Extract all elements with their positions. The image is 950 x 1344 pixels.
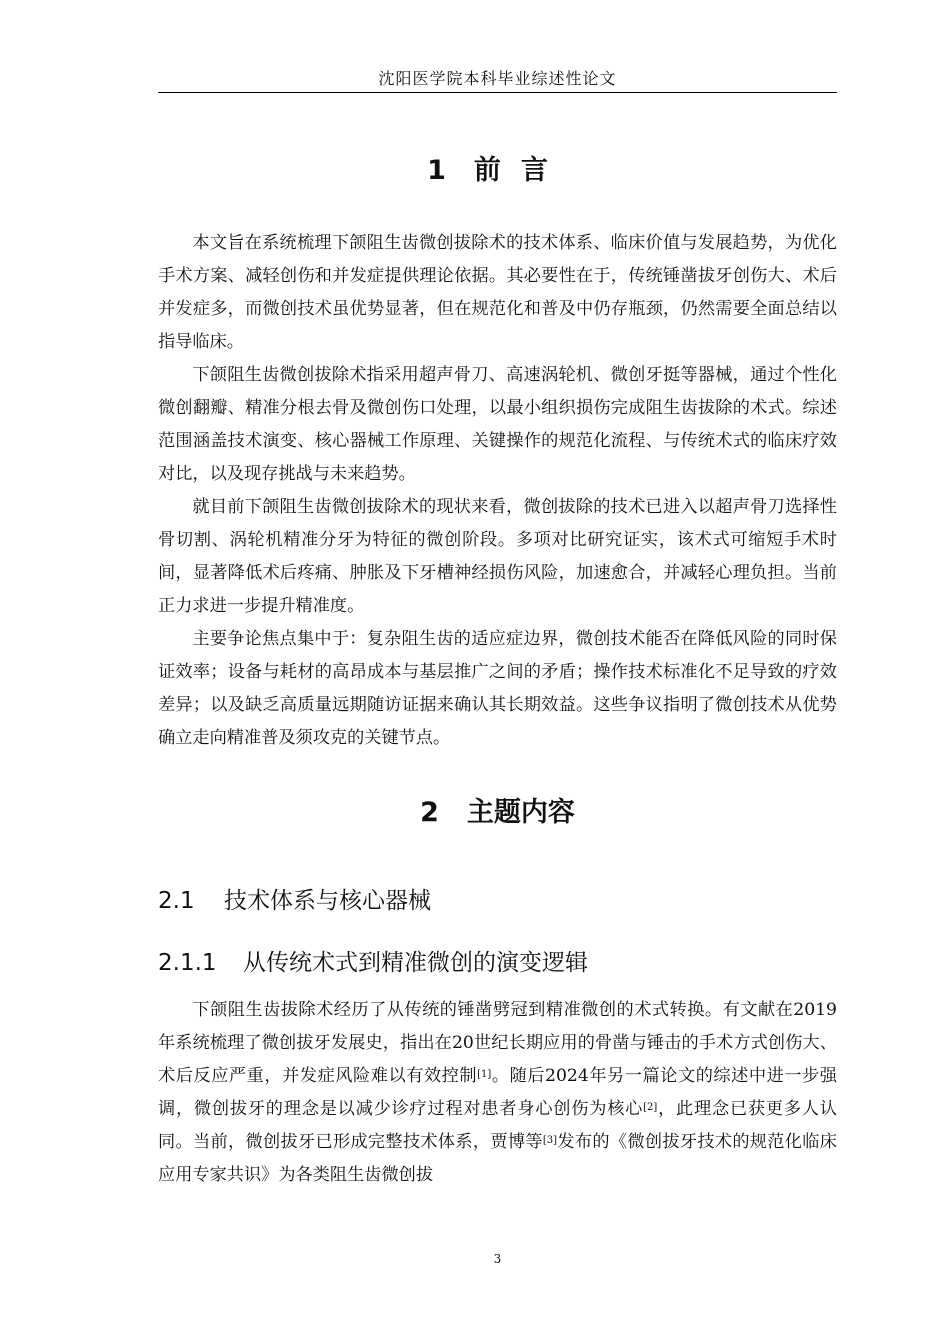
citation-ref-2: [2] [643,1102,658,1113]
paragraph-preface-4: 主要争论焦点集中于：复杂阻生齿的适应症边界，微创技术能否在降低风险的同时保证效率；设备与耗材的高昂成本与基层推广之间的矛盾；操作技术标准化不足导致的疗效差异；以及缺乏高质量远期随访证据来确认其长期效益。这些争议指明了微创技术从优势确立走向精准普及须攻克的关键节点。 [158,629,837,748]
paragraph-preface-1: 本文旨在系统梳理下颌阻生齿微创拔除术的技术体系、临床价值与发展趋势，为优化手术方案、减轻创伤和并发症提供理论依据。其必要性在于，传统锤凿拔牙创伤大、术后并发症多，而微创技术虽优势显著，但在规范化和普及中仍存瓶颈，仍然需要全面总结以指导临床。 [158,233,837,352]
citation-ref-3: [3] [542,1135,558,1146]
running-header: 沈阳医学院本科毕业综述性论文 [378,69,617,88]
section-number: 1 [427,155,446,186]
paragraph-preface-3: 就目前下颌阻生齿微创拔除术的现状来看，微创拔除的技术已进入以超声骨刀选择性骨切割、涡轮机精准分牙为特征的微创阶段。多项对比研究证实，该术式可缩短手术时间，显著降低术后疼痛、肿胀及下牙槽神经损伤风险，加速愈合，并减轻心理负担。当前正力求进一步提升精准度。 [158,497,837,616]
paragraph-preface-2: 下颌阻生齿微创拔除术指采用超声骨刀、高速涡轮机、微创牙挺等器械，通过个性化微创翻瓣、精准分根去骨及微创伤口处理，以最小组织损伤完成阻生齿拔除的术式。综述范围涵盖技术演变、核心器械工作原理、关键操作的规范化流程、与传统术式的临床疗效对比，以及现存挑战与未来趋势。 [158,365,837,484]
paragraph-text: 下颌阻生齿拔除术经历了从传统的锤凿劈冠到精准微创的术式转换。有文献在2019年系统梳理了微创拔牙发展史，指出在20世纪长期应用的骨凿与锤击的手术方式创伤大、术后反应严重，并发症风险难以有效控制 [158,1000,837,1086]
subsection-heading [158,882,431,915]
subsubsection-number: 2.1.1 [158,950,217,976]
subsection-title: 技术体系与核心器械 [224,888,431,914]
paragraph-text: 发布的《微创拔牙技术的规范化临床应用专家共识》为各类阻生齿微创拔 [158,1132,837,1185]
section-title: 前言 [473,155,568,186]
paragraph-text: 。随后2024年另一篇论文的综述中进一步强调，微创拔牙的理念是以减少诊疗过程对患者身心创伤为核心 [158,1066,837,1119]
header-rule [158,92,837,93]
page-number: 3 [493,1252,502,1266]
section-heading-preface [158,148,837,187]
subsubsection-title: 从传统术式到精准微创的演变逻辑 [243,950,588,976]
paragraph-evolution [158,994,837,1192]
section-title: 主题内容 [466,797,575,828]
citation-ref-1: [1] [477,1069,492,1080]
paragraph-text: ，此理念已获更多人认同。当前，微创拔牙已形成完整技术体系，贾博等 [158,1099,837,1152]
subsubsection-heading [158,944,588,977]
section-heading-main [158,790,837,829]
subsection-number: 2.1 [158,888,195,914]
section-number: 2 [420,797,439,828]
